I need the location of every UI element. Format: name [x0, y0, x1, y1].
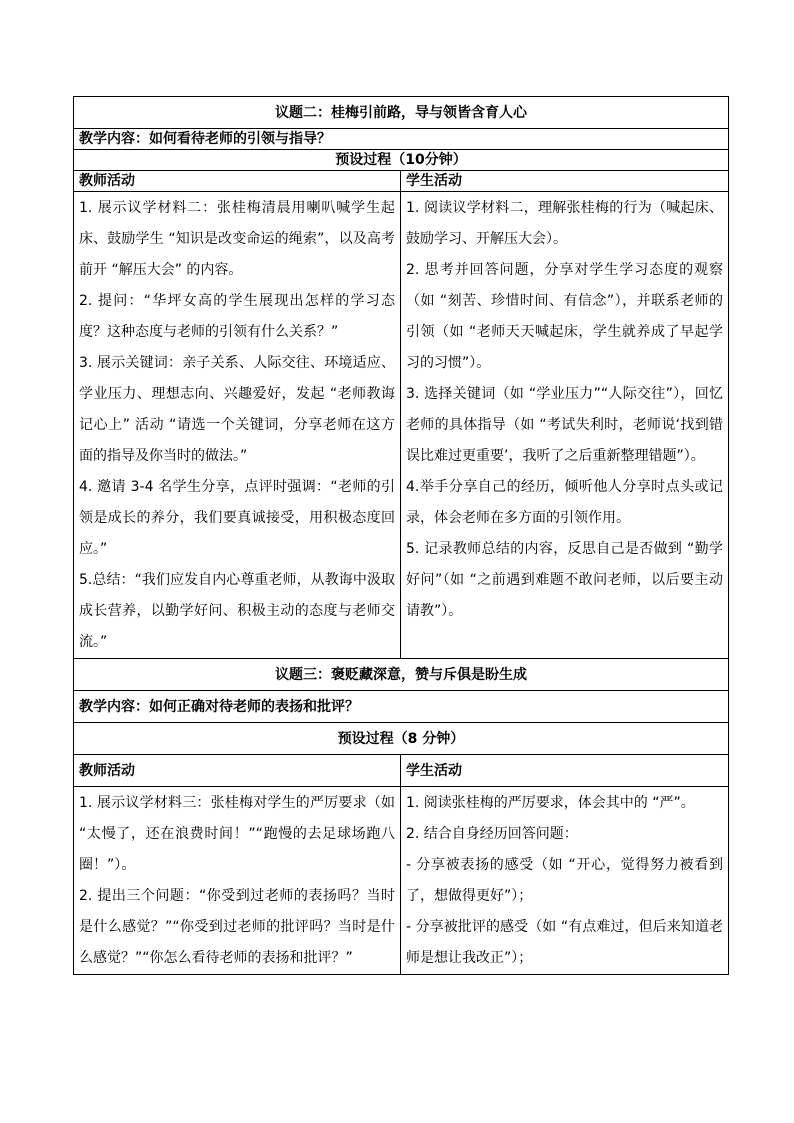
section2-student-item: 2. 思考并回答问题，分享对学生学习态度的观察（如 “刻苦、珍惜时间、有信念”），并联系老师的引领（如 “老师天天喊起床，学生就养成了早起学习的习惯”）。 [406, 262, 723, 371]
section3-teacher-item: 2. 提出三个问题：“你受到过老师的表扬吗？当时是什么感觉？”“你受到过老师的批评吗？当时是什么感觉？”“你怎么看待老师的表扬和批评？” [79, 888, 395, 966]
section3-student-item: - 分享被批评的感受（如 “有点难过，但后来知道老师是想让我改正”）； [406, 919, 723, 966]
section2-teacher-item: 1. 展示议学材料二：张桂梅清晨用喇叭喊学生起床、鼓励学生 “知识是改变命运的绳索”，以及高考前开 “解压大会” 的内容。 [79, 200, 395, 278]
section2-student-item: 3. 选择关键词（如 “学业压力”“人际交往”），回忆老师的具体指导（如 “考试失利时，老师说‘找到错误比难过更重要’，我听了之后重新整理错题”）。 [406, 386, 723, 464]
section2-teacher-item: 3. 展示关键词：亲子关系、人际交往、环境适应、学业压力、理想志向、兴趣爱好，发起 “老师教诲记心上” 活动 “请选一个关键词，分享老师在这方面的指导及你当时的做法。” [79, 355, 395, 464]
section2-teacher-header: 教师活动 [74, 171, 401, 192]
section2-teacher-item: 5.总结：“我们应发自内心尊重老师，从教诲中汲取成长营养，以勤学好问、积极主动的态度与老师交流。” [79, 572, 395, 650]
section3-teacher-item: 1. 展示议学材料三：张桂梅对学生的严厉要求（如 “太慢了，还在浪费时间！”“跑慢的去足球场跑八圈！”）。 [79, 795, 395, 873]
section2-student-activities [401, 192, 729, 659]
lesson-plan-table [73, 96, 729, 975]
section2-student-item: 1. 阅读议学材料二，理解张桂梅的行为（喊起床、鼓励学习、开解压大会）。 [406, 200, 723, 247]
section2-teacher-item: 4. 邀请 3-4 名学生分享，点评时强调：“老师的引领是成长的养分，我们要真诚接受，用积极态度回应。” [79, 479, 395, 557]
section2-teacher-item: 2. 提问：“华坪女高的学生展现出怎样的学习态度？这种态度与老师的引领有什么关系？” [79, 293, 395, 340]
lesson-plan-page [73, 96, 729, 975]
section3-student-item: - 分享被表扬的感受（如 “开心，觉得努力被看到了，想做得更好”）； [406, 857, 723, 904]
section3-student-item: 1. 阅读张桂梅的严厉要求，体会其中的 “严”。 [406, 795, 695, 811]
section3-teacher-header: 教师活动 [74, 755, 401, 787]
section3-student-activities [401, 787, 729, 975]
section3-content: 教学内容：如何正确对待老师的表扬和批评？ [74, 691, 729, 723]
section2-title: 议题二：桂梅引前路，导与领皆含育人心 [74, 97, 729, 129]
section2-content: 教学内容：如何看待老师的引领与指导？ [74, 129, 729, 150]
section2-student-item: 4.举手分享自己的经历，倾听他人分享时点头或记录，体会老师在多方面的引领作用。 [406, 479, 723, 526]
section2-student-header: 学生活动 [401, 171, 729, 192]
section2-process: 预设过程（10分钟） [74, 150, 729, 171]
section3-teacher-activities [74, 787, 401, 975]
section3-student-header: 学生活动 [401, 755, 729, 787]
section3-student-item: 2. 结合自身经历回答问题： [406, 826, 578, 842]
section2-student-item: 5. 记录教师总结的内容，反思自己是否做到 “勤学好问”（如 “之前遇到难题不敢问老师，以后要主动请教”）。 [406, 541, 723, 619]
section3-process: 预设过程（8 分钟） [74, 723, 729, 755]
section2-teacher-activities [74, 192, 401, 659]
section3-title: 议题三：褒贬藏深意，赞与斥俱是盼生成 [74, 659, 729, 691]
